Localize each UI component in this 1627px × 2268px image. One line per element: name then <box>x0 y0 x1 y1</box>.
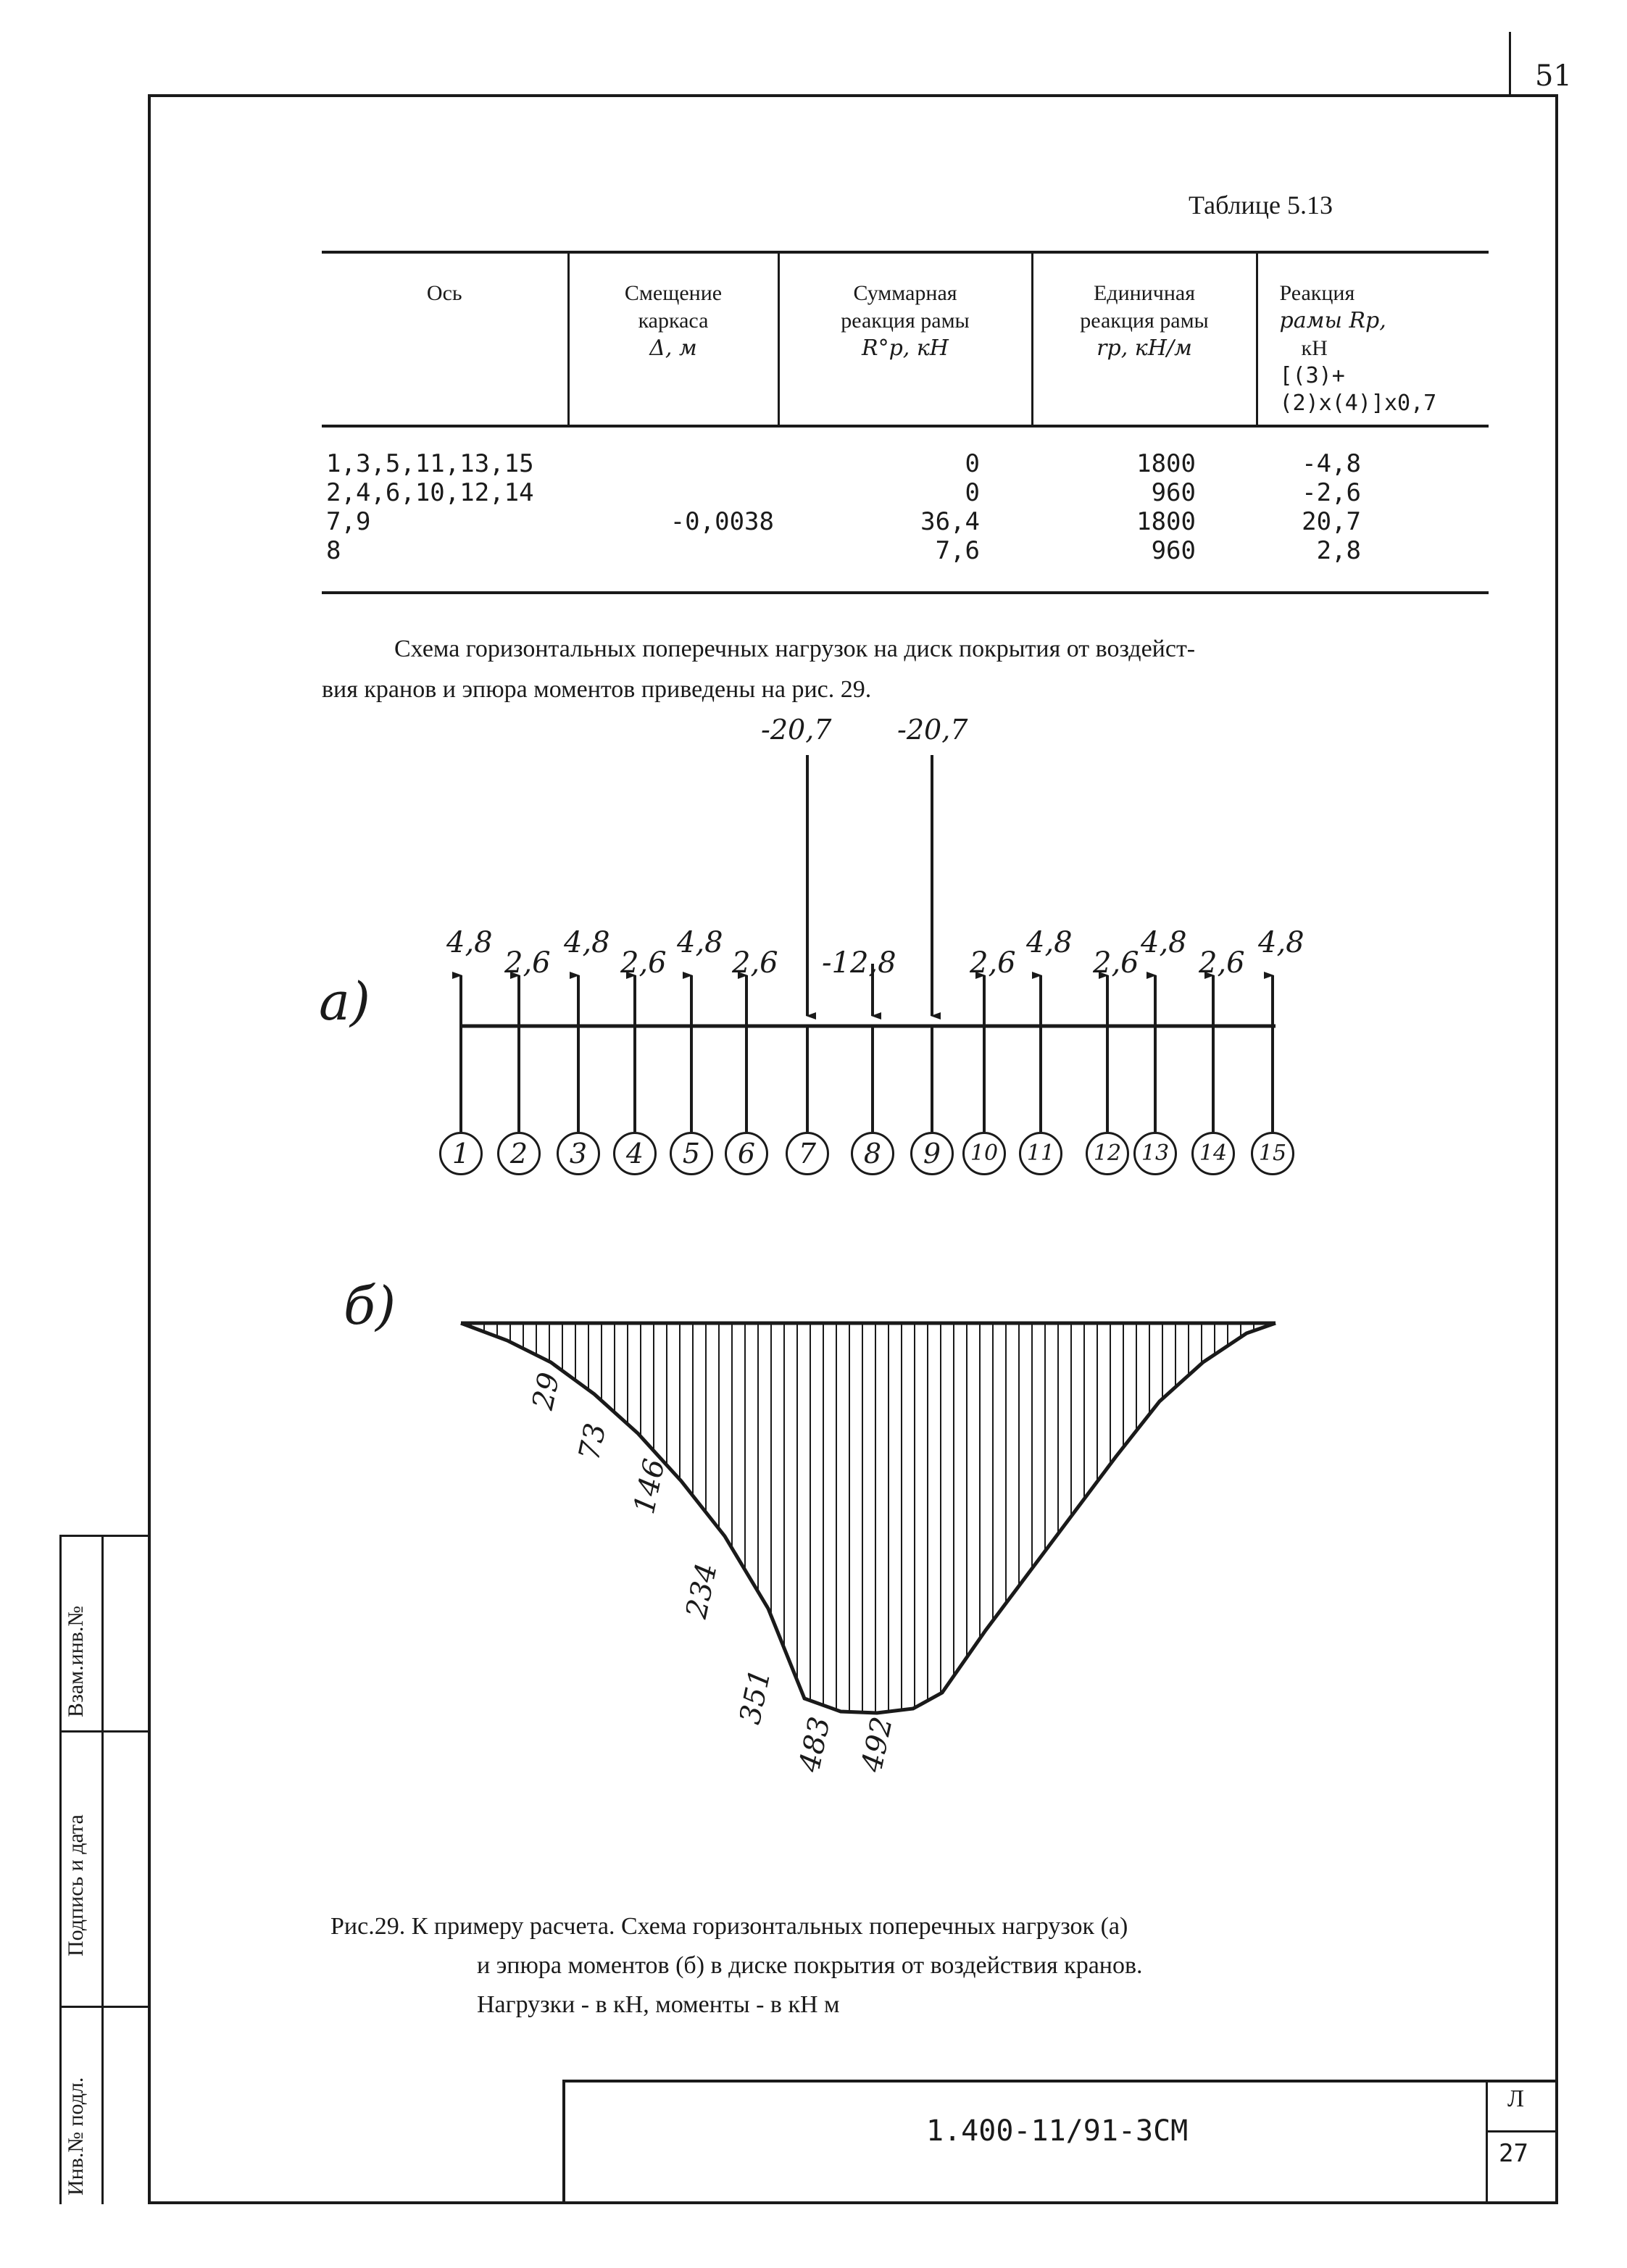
moment-label: 146 <box>628 1456 672 1517</box>
load-label: 2,6 <box>504 946 551 980</box>
stamp-sheet-divider <box>1486 2130 1557 2132</box>
axis-marker: 3 <box>557 1132 600 1175</box>
cell-unit-reaction: 1800 <box>1136 507 1196 536</box>
moment-curve <box>461 1323 1276 1713</box>
cell-axis: 7,9 <box>326 507 371 536</box>
figure-caption <box>330 1907 1490 2025</box>
load-label: 2,6 <box>732 946 778 980</box>
caption-line-3: Нагрузки - в кН, моменты - в кН м <box>477 1991 840 2018</box>
document-code: 1.400-11/91-ЗСМ <box>926 2114 1189 2148</box>
cell-frame-reaction: -4,8 <box>1302 449 1361 478</box>
cell-frame-reaction: 20,7 <box>1302 507 1361 536</box>
paragraph-line-2: вия кранов и эпюра моментов приведены на рис. 29. <box>322 676 872 703</box>
table-title: Таблице 5.13 <box>1189 191 1333 220</box>
cell-total-reaction: 7,6 <box>935 536 980 565</box>
cell-total-reaction: 0 <box>965 478 980 507</box>
sheet-label: Л <box>1507 2085 1525 2112</box>
load-label: 4,8 <box>1258 926 1304 959</box>
figure-b-moment-diagram <box>461 1323 1276 1713</box>
load-label: 4,8 <box>677 926 723 959</box>
moment-label: 483 <box>793 1714 837 1775</box>
axis-marker: 1 <box>439 1132 483 1175</box>
cell-unit-reaction: 1800 <box>1136 449 1196 478</box>
cell-total-reaction: 0 <box>965 449 980 478</box>
load-label: 4,8 <box>1141 926 1187 959</box>
moment-label: 351 <box>733 1666 778 1727</box>
axis-marker: 13 <box>1133 1132 1177 1175</box>
figure-a-label: a) <box>319 971 371 1032</box>
cell-unit-reaction: 960 <box>1151 478 1196 507</box>
header-unit-reaction: Единичная реакция рамы rp, кН/м <box>1032 252 1257 426</box>
cell-total-reaction: 36,4 <box>920 507 980 536</box>
stamp-top-line <box>562 2080 1557 2083</box>
axis-marker: 15 <box>1251 1132 1294 1175</box>
sheet-number: 27 <box>1499 2139 1528 2168</box>
cell-frame-reaction: 2,8 <box>1316 536 1361 565</box>
margin-label-replacement: Взам.инв.№ <box>64 1605 88 1717</box>
moment-label: 73 <box>573 1420 613 1464</box>
header-total-reaction: Суммарная реакция рамы R°p, кН <box>778 252 1032 426</box>
axis-marker: 11 <box>1019 1132 1062 1175</box>
cell-axis: 8 <box>326 536 341 565</box>
stamp-left-line <box>562 2080 565 2203</box>
stamp-right-divider <box>1486 2080 1488 2203</box>
load-label: 2,6 <box>1093 946 1139 980</box>
margin-label-original: Инв.№ подл. <box>64 2077 88 2196</box>
caption-line-2: и эпюра моментов (б) в диске покрытия от воздействия кранов. <box>477 1952 1143 1979</box>
paragraph-line-1: Схема горизонтальных поперечных нагрузок на диск покрытия от воздейст- <box>394 635 1196 662</box>
cell-unit-reaction: 960 <box>1151 536 1196 565</box>
load-label: -12,8 <box>822 946 896 980</box>
axis-marker: 10 <box>962 1132 1006 1175</box>
moment-label: 234 <box>680 1560 724 1622</box>
axis-marker: 6 <box>725 1132 768 1175</box>
figure-b-label: б) <box>344 1275 396 1336</box>
header-axis: Ось <box>426 281 462 305</box>
axis-marker: 12 <box>1086 1132 1129 1175</box>
cell-axis: 2,4,6,10,12,14 <box>326 478 534 507</box>
margin-label-signature: Подпись и дата <box>64 1814 88 1956</box>
load-label: 2,6 <box>970 946 1016 980</box>
load-label: 4,8 <box>1026 926 1073 959</box>
axis-marker: 7 <box>786 1132 829 1175</box>
cell-frame-reaction: -2,6 <box>1302 478 1361 507</box>
cell-axis: 1,3,5,11,13,15 <box>326 449 534 478</box>
page-number: 51 <box>1535 59 1572 93</box>
header-frame-reaction: Реакция рамы Rp, кН [(3)+(2)x(4)]x0,7 <box>1257 252 1489 426</box>
axis-marker: 8 <box>851 1132 894 1175</box>
axis-marker: 9 <box>910 1132 954 1175</box>
header-shift: Смещение каркаса Δ, м <box>568 252 778 426</box>
axis-marker: 5 <box>670 1132 713 1175</box>
caption-line-1: Рис.29. К примеру расчета. Схема горизонтальных поперечных нагрузок (а) <box>330 1913 1128 1940</box>
axis-marker: 2 <box>497 1132 541 1175</box>
load-label: 4,8 <box>564 926 610 959</box>
axis-marker: 14 <box>1191 1132 1235 1175</box>
load-label: 2,6 <box>620 946 667 980</box>
top-load-label-1: -20,7 <box>761 714 832 746</box>
load-label: 4,8 <box>446 926 493 959</box>
axis-marker: 4 <box>613 1132 657 1175</box>
load-label: 2,6 <box>1199 946 1245 980</box>
moment-label: 29 <box>526 1369 567 1413</box>
cell-shift: -0,0038 <box>670 507 774 536</box>
moment-label: 492 <box>855 1714 899 1775</box>
top-load-label-2: -20,7 <box>897 714 968 746</box>
